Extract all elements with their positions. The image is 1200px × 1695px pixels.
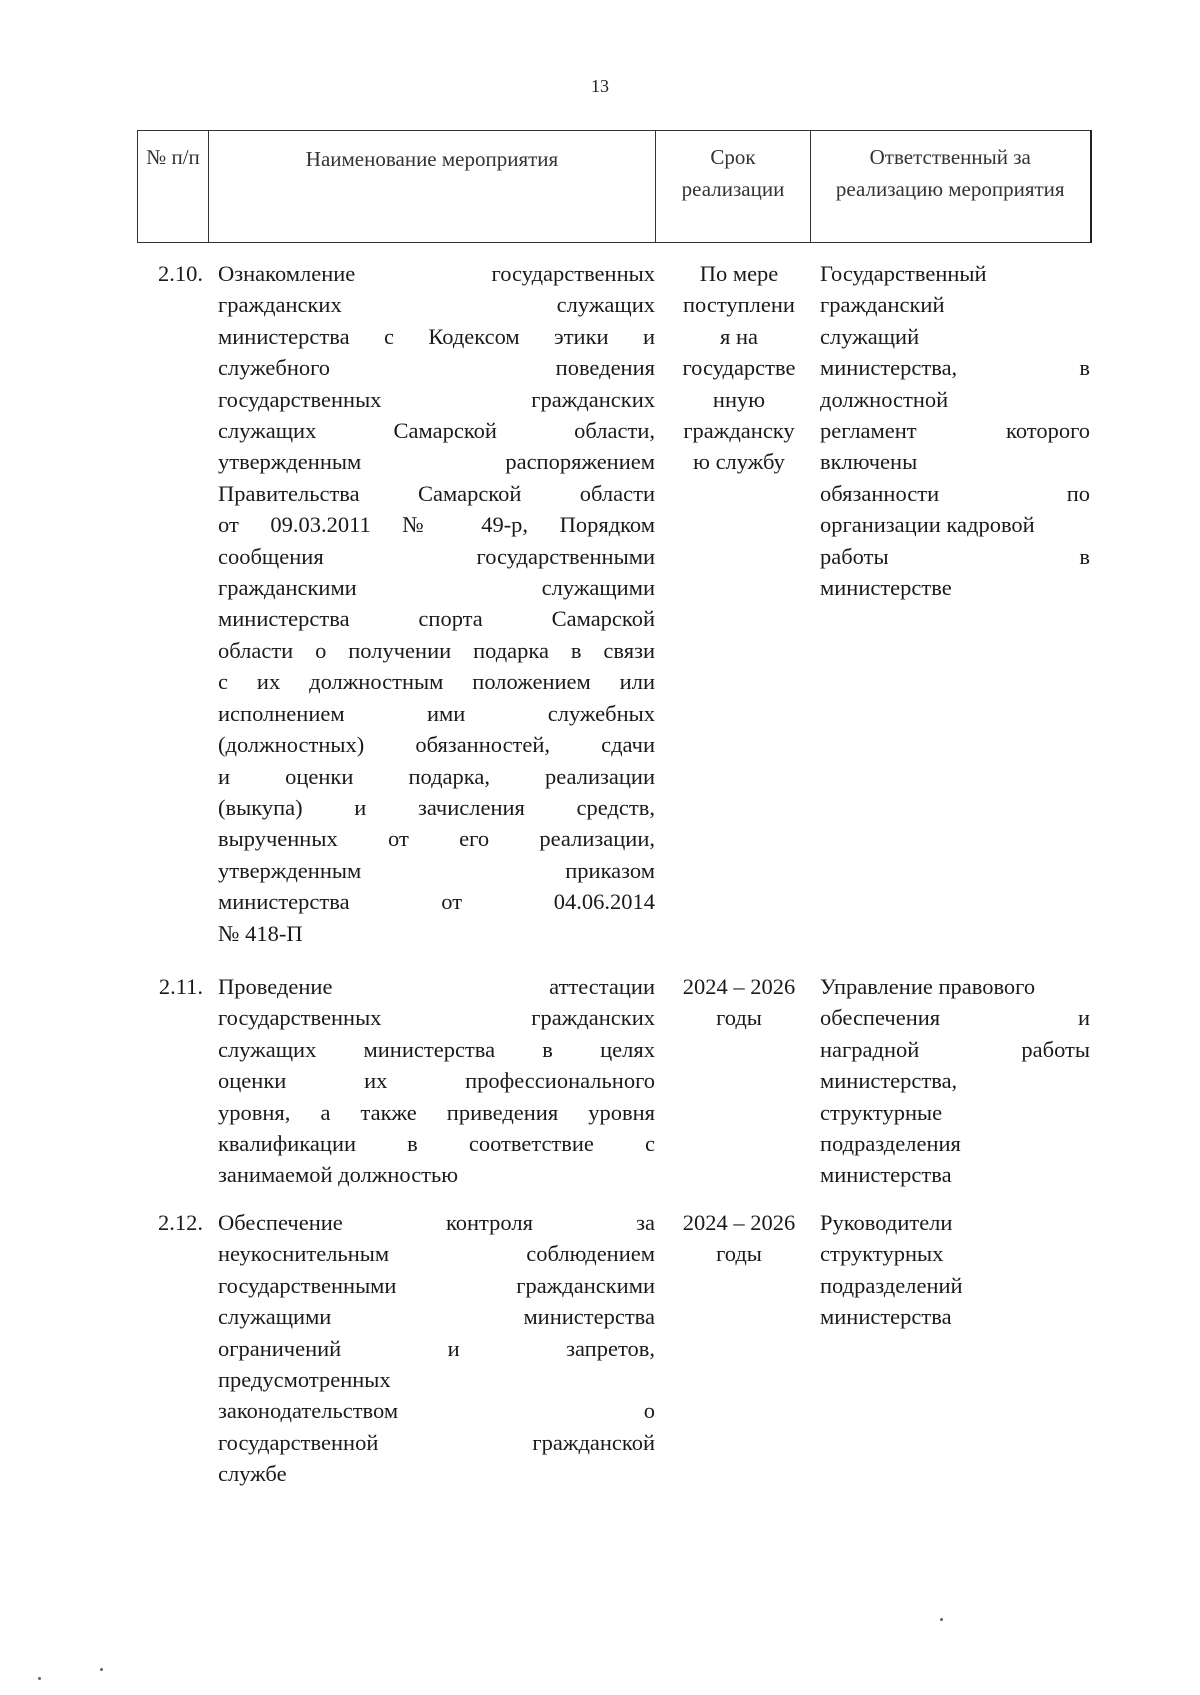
cell-line: законодательством о [218,1398,655,1424]
cell-line: служащих министерства в целях [218,1036,655,1062]
cell-line: Ознакомление государственных [218,261,655,286]
scan-speck [38,1677,41,1680]
scan-speck [100,1668,103,1671]
cell-line: структурные [820,1099,943,1125]
cell-line: регламент которого [820,418,1090,444]
cell-line: служащих Самарской области, [218,418,655,444]
cell-line: неукоснительным соблюдением [218,1241,655,1267]
cell-line: гражданскими служащими [218,575,655,601]
cell-line: служебного поведения [218,355,655,381]
cell-line: государственной гражданской [218,1429,655,1455]
row-term [665,1207,813,1270]
cell-line: оценки их профессионального [218,1068,655,1094]
cell-line: области о получении подарка в связи [218,637,655,663]
cell-line: ю службу [693,449,785,475]
row-responsible [820,971,1090,1191]
cell-line: поступлени [683,292,795,318]
cell-line: включены [820,449,918,475]
row-responsible [820,1207,1090,1333]
cell-line: обеспечения и [820,1005,1090,1031]
cell-line: исполнением ими служебных [218,700,655,726]
cell-line: подразделения [820,1131,961,1157]
row-term [665,971,813,1034]
cell-line: работы в [820,543,1090,569]
cell-line: утвержденным распоряжением [218,449,655,475]
header-term: Срок реализации [656,131,811,243]
cell-line: министерства спорта Самарской [218,606,655,632]
cell-line: служащими министерства [218,1304,655,1330]
cell-line: Руководители [820,1210,953,1235]
cell-line: уровня, а также приведения уровня [218,1099,655,1125]
cell-line: министерства с Кодексом этики и [218,323,655,349]
cell-line: гражданску [683,418,795,444]
table-header [137,130,1092,243]
cell-line: министерства от 04.06.2014 [218,889,655,915]
table-header-row [138,131,1091,243]
row-number: 2.12. [158,1210,203,1235]
row-responsible [820,258,1090,603]
cell-line: министерства, в [820,355,1090,381]
cell-line: гражданский [820,292,945,318]
cell-line: № 418-П [218,920,303,946]
cell-line: По мере [699,261,779,286]
cell-line: ограничений и запретов, [218,1335,655,1361]
cell-line: от 09.03.2011 № 49-р, Порядком [218,512,655,538]
cell-line: (должностных) обязанностей, сдачи [218,732,655,758]
cell-line: сообщения государственными [218,543,655,569]
cell-line: я на [719,323,758,349]
row-name [218,971,655,1191]
cell-line: министерстве [820,575,952,601]
scan-speck [940,1618,943,1621]
cell-line: должностной [820,386,949,412]
cell-line: наградной работы [820,1036,1090,1062]
cell-line: с их должностным положением или [218,669,655,695]
cell-line: гражданских служащих [218,292,655,318]
header-name: Наименование мероприятия [209,131,656,243]
cell-line: министерства [820,1304,952,1330]
row-number: 2.10. [158,261,203,286]
cell-line: предусмотренных [218,1367,391,1393]
cell-line: государственными гражданскими [218,1272,655,1298]
cell-line: министерства [820,1162,952,1188]
cell-line: годы [716,1005,762,1031]
cell-line: годы [716,1241,762,1267]
cell-line: и оценки подарка, реализации [218,763,655,789]
cell-line: занимаемой должностью [218,1162,459,1188]
cell-line: Обеспечение контроля за [218,1210,655,1235]
row-name [218,1207,655,1490]
cell-line: государственных гражданских [218,386,655,412]
cell-line: государственных гражданских [218,1005,655,1031]
cell-line: подразделений [820,1272,963,1298]
header-responsible: Ответственный за реализацию мероприятия [811,131,1091,243]
cell-line: Государственный [820,261,987,286]
table-row [137,258,1090,946]
cell-line: квалификации в соответствие с [218,1131,655,1157]
row-term [665,258,813,478]
cell-line: Управление правового [820,974,1036,999]
cell-line: утвержденным приказом [218,857,655,883]
header-num: № п/п [138,131,209,243]
cell-line: структурных [820,1241,944,1267]
cell-line: министерства, [820,1068,958,1094]
cell-line: вырученных от его реализации, [218,826,655,852]
cell-line: (выкупа) и зачисления средств, [218,794,655,820]
cell-line: организации кадровой [820,512,1035,538]
cell-line: Правительства Самарской области [218,480,655,506]
cell-line: обязанности по [820,480,1090,506]
table-row [137,971,1090,1188]
cell-line: нную [712,386,766,412]
row-number: 2.11. [158,974,203,999]
cell-line: Проведение аттестации [218,974,655,999]
cell-line: государстве [682,355,796,381]
cell-line: службе [218,1461,287,1487]
cell-line: служащий [820,323,920,349]
cell-line: 2024 – 2026 [682,974,796,999]
page-number: 13 [591,76,609,96]
table-row [137,1207,1090,1492]
cell-line: 2024 – 2026 [682,1210,796,1235]
row-name [218,258,655,949]
